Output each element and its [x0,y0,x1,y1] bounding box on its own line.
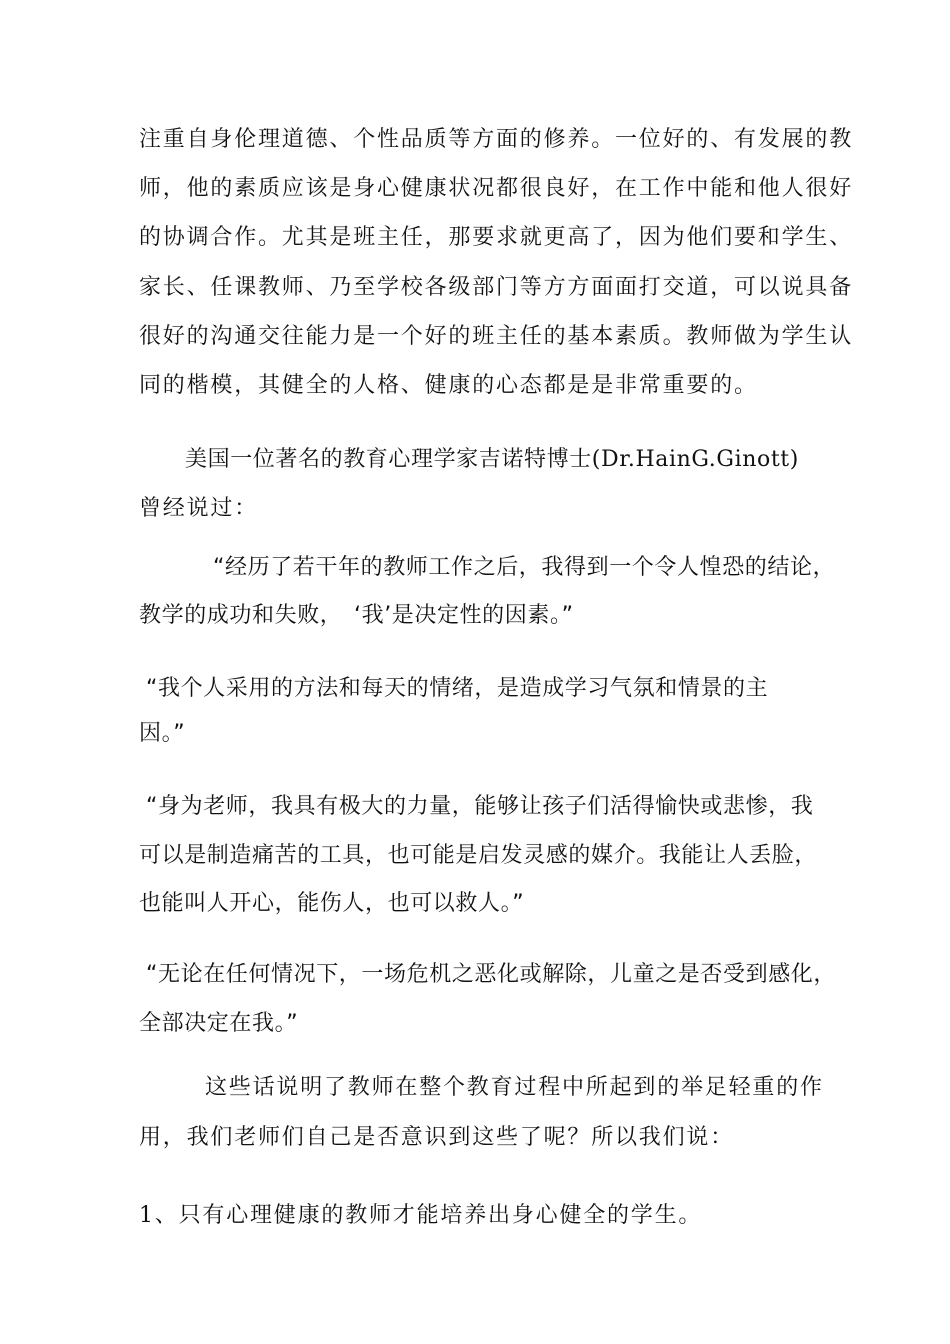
numbered-point: 1、只有心理健康的教师才能培养出身心健全的学生。 [139,1203,703,1228]
quote-line: 教学的成功和失败， ‘我’是决定性的因素。” [139,603,574,628]
paragraph-line: 师，他的素质应该是身心健康状况都很良好，在工作中能和他人很好 [139,176,854,201]
paragraph-line: 同的楷模，其健全的人格、健康的心态都是是非常重要的。 [139,373,758,398]
paragraph-line: 这些话说明了教师在整个教育过程中所起到的举足轻重的作 [205,1075,824,1100]
paragraph-line: 很好的沟通交往能力是一个好的班主任的基本素质。教师做为学生认 [139,324,854,349]
quote-line: 全部决定在我。” [139,1011,299,1036]
quote-line: 也能叫人开心，能伤人，也可以救人。” [139,891,525,916]
paragraph-line: 用，我们老师们自己是否意识到这些了呢？所以我们说： [139,1125,735,1150]
paragraph-line: 注重自身伦理道德、个性品质等方面的修养。一位好的、有发展的教 [139,127,854,152]
intro-line: 曾经说过： [139,496,259,521]
quote-line: 可以是制造痛苦的工具，也可能是启发灵感的媒介。我能让人丢脸， [139,843,818,868]
quote-line: “身为老师，我具有极大的力量，能够让孩子们活得愉快或悲惨，我 [146,794,814,819]
quote-line: 因。” [139,721,186,746]
quote-line: “我个人采用的方法和每天的情绪，是造成学习气氛和情景的主 [146,676,769,701]
quote-line: “无论在任何情况下，一场危机之恶化或解除，儿童之是否受到感化， [146,962,836,987]
paragraph-line: 家长、任课教师、乃至学校各级部门等方方面面打交道，可以说具备 [139,275,854,300]
quote-line: “经历了若干年的教师工作之后，我得到一个令人惶恐的结论， [213,555,836,580]
paragraph-line: 的协调合作。尤其是班主任，那要求就更高了，因为他们要和学生、 [139,225,854,250]
intro-line: 美国一位著名的教育心理学家吉诺特博士(Dr.HainG.Ginott) [185,447,799,472]
